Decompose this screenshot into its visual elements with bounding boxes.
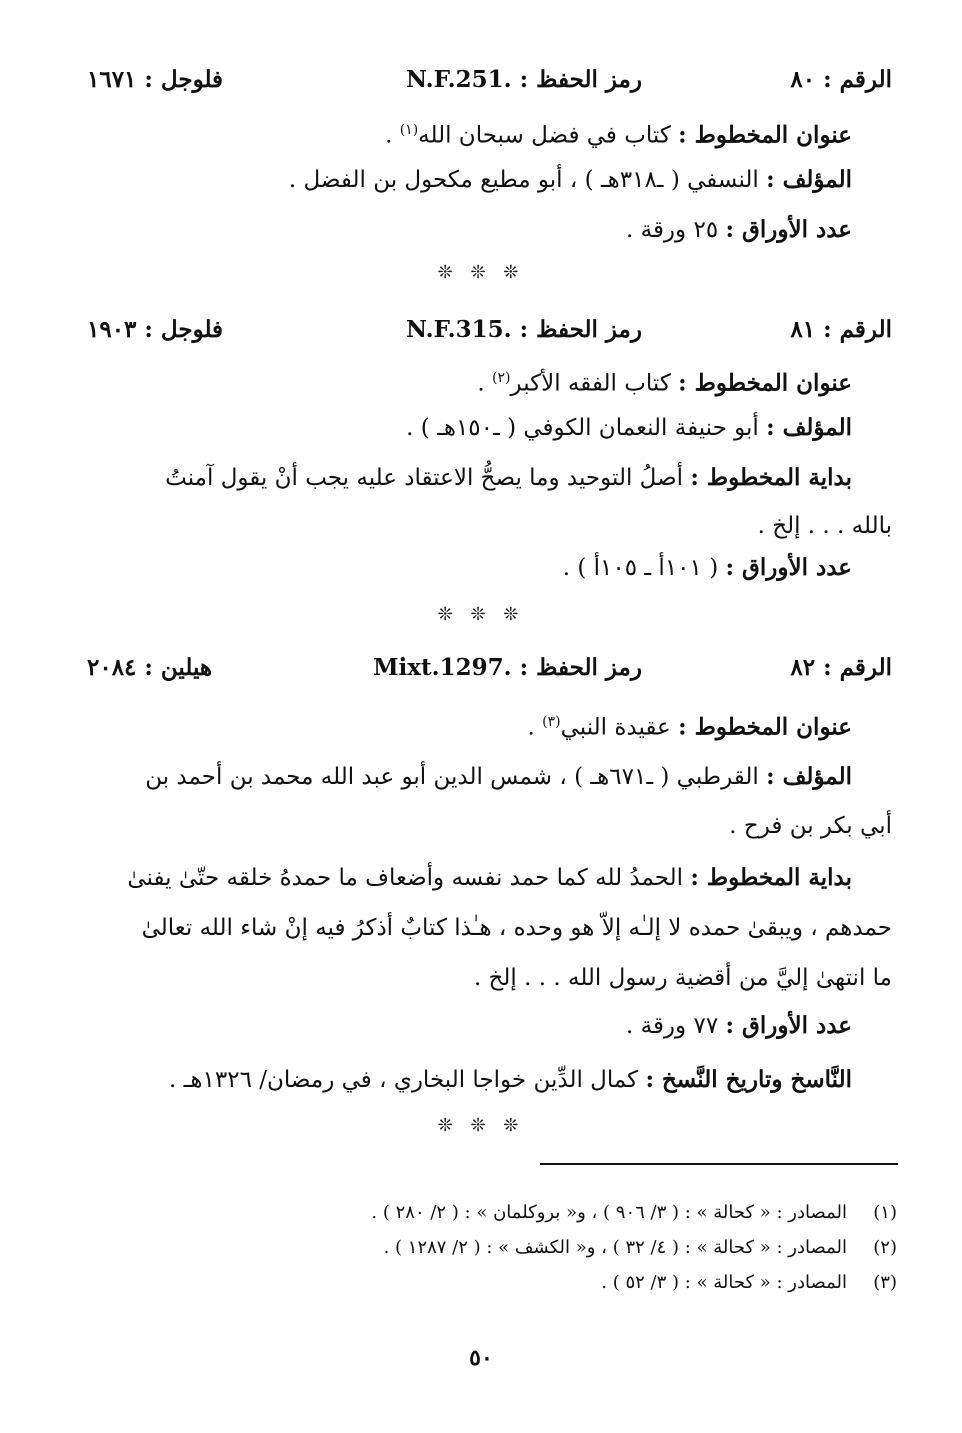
section-separator: ❊ ❊ ❊ [437, 1115, 525, 1136]
footnote [371, 1198, 897, 1228]
footnote-ref: (٢) [492, 370, 511, 386]
field-value: كتاب الفقه الأكبر [510, 370, 679, 397]
field-label: عنوان المخطوط : [678, 121, 852, 149]
field-value: ٧٧ ورقة . [625, 1013, 726, 1039]
field-value: الحمدُ لله كما حمد نفسه وأضعاف ما حمدهُ خلقه حتّىٰ يفنىٰ [127, 865, 691, 891]
section-separator: ❊ ❊ ❊ [437, 262, 525, 283]
footnote-number: (٣) [873, 1272, 897, 1293]
field-value: أصلُ التوحيد وما يصحُّ الاعتقاد عليه يجب أنْ يقول آمنتُ [165, 465, 691, 491]
incipit-line [127, 858, 852, 898]
catalog-reference: فلوجل : ١٦٧١ [87, 66, 224, 93]
field-tail: . [385, 122, 400, 149]
field-value: عقيدة النبي [560, 714, 679, 741]
field-value: النسفي ( ـ٣١٨هـ ) ، أبو مطيع مكحول بن الفضل . [288, 167, 767, 193]
field-label: عدد الأوراق : [725, 1012, 852, 1039]
shelf-code: رمز الحفظ : .Mixt.1297 [373, 654, 642, 681]
footnote-ref: (١) [399, 122, 419, 138]
catalog-reference: هيلين : ٢٠٨٤ [87, 654, 213, 681]
author-line [145, 757, 852, 797]
field-tail: . [477, 370, 493, 397]
copyist-line [169, 1060, 852, 1100]
field-tail: . [527, 714, 543, 741]
field-label: المؤلف : [766, 414, 852, 441]
footnote-rule [540, 1163, 898, 1165]
footnote-text: المصادر : « كحالة » : ( ٣/ ٥٢ ) . [601, 1272, 847, 1293]
incipit-continuation: حمدهم ، ويبقىٰ حمده لا إلـٰه إلاّ هو وحده ، هـٰذا كتابٌ أذكرُ فيه إنْ شاء الله تعالىٰ [141, 915, 892, 941]
author-continuation: أبي بكر بن فرح . [729, 813, 892, 839]
field-label: بداية المخطوط : [690, 864, 852, 891]
shelf-code: رمز الحفظ : .N.F.315 [406, 316, 642, 343]
title-line [385, 110, 852, 156]
field-value: القرطبي ( ـ٦٧١هـ ) ، شمس الدين أبو عبد الله محمد بن أحمد بن [145, 764, 767, 790]
catalog-reference: فلوجل : ١٩٠٣ [87, 316, 224, 343]
field-value: ٢٥ ورقة . [625, 217, 726, 243]
field-label: بداية المخطوط : [690, 464, 852, 491]
footnote [601, 1268, 897, 1298]
field-label: المؤلف : [766, 763, 852, 790]
entry-header [72, 60, 892, 100]
author-line [406, 408, 852, 448]
field-label: المؤلف : [766, 166, 852, 193]
field-label: عدد الأوراق : [725, 554, 852, 581]
shelf-code: رمز الحفظ : .N.F.251 [406, 66, 642, 93]
field-label: عنوان المخطوط : [678, 369, 852, 397]
folios-line [626, 210, 852, 250]
section-separator: ❊ ❊ ❊ [437, 604, 525, 625]
author-line [289, 160, 852, 200]
incipit-continuation: ما انتهىٰ إليَّ من أقضية رسول الله . . . إلخ . [473, 965, 892, 991]
footnote-number: (٢) [873, 1237, 897, 1258]
field-value: أبو حنيفة النعمان الكوفي ( ـ١٥٠هـ ) . [406, 415, 767, 441]
footnote-text: المصادر : « كحالة » : ( ٤/ ٣٢ ) ، و« الكشف » : ( ٢/ ١٢٨٧ ) . [383, 1237, 847, 1258]
entry-header [72, 310, 892, 350]
field-value: كمال الدِّين خواجا البخاري ، في رمضان/ ١٣٢٦هـ . [169, 1067, 646, 1093]
field-label: عدد الأوراق : [725, 216, 852, 243]
footnote-text: المصادر : « كحالة » : ( ٣/ ٩٠٦ ) ، و« بروكلمان » : ( ٢/ ٢٨٠ ) . [371, 1202, 847, 1223]
entry-number: الرقم : ٨٠ [790, 66, 892, 93]
title-line [528, 702, 853, 748]
footnote [384, 1233, 897, 1263]
entry-header [72, 648, 892, 688]
footnote-ref: (٣) [542, 714, 561, 730]
entry-number: الرقم : ٨١ [790, 316, 892, 343]
field-value: كتاب في فضل سبحان الله [418, 122, 679, 149]
entry-number: الرقم : ٨٢ [790, 654, 892, 681]
field-label: النَّاسخ وتاريخ النَّسخ : [645, 1066, 852, 1093]
incipit-continuation: بالله . . . إلخ . [757, 513, 892, 539]
field-value: ( ١٠١أ ـ ١٠٥أ ) . [562, 555, 726, 581]
title-line [477, 358, 852, 404]
footnote-number: (١) [873, 1202, 897, 1223]
folios-line [563, 548, 852, 588]
page-number: ٥٠ [469, 1345, 493, 1371]
folios-line [626, 1006, 852, 1046]
field-label: عنوان المخطوط : [678, 713, 852, 741]
incipit-line [165, 458, 852, 498]
